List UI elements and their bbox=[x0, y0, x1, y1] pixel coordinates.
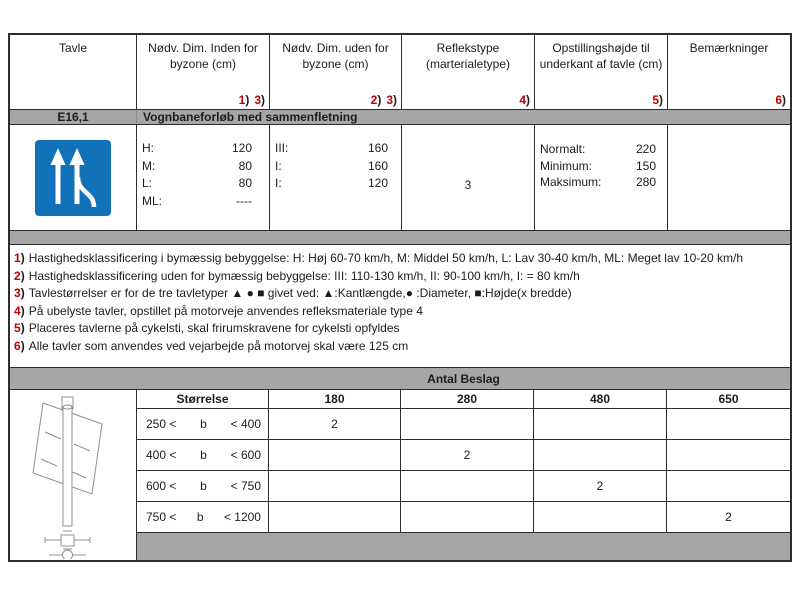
dim-row: L: 80 bbox=[142, 176, 252, 190]
bracket-count: 2 bbox=[725, 510, 732, 524]
bracket-table-section bbox=[10, 390, 790, 560]
height-row: Minimum: 150 bbox=[540, 158, 656, 173]
bracket-table-grid bbox=[137, 390, 790, 560]
size-range: 400 < b < 600 bbox=[137, 440, 269, 470]
bracket-count bbox=[401, 471, 534, 501]
bemaerkninger-cell bbox=[668, 125, 790, 230]
bracket-table-header-row bbox=[137, 390, 790, 409]
footnote-ref: 2) 3) bbox=[370, 93, 397, 107]
bracket-count bbox=[534, 502, 667, 532]
mounting-height-cell bbox=[535, 125, 668, 230]
separator-band bbox=[10, 230, 790, 245]
footnote: 3) Tavlestørrelser er for de tre tavletyper ▲ ● ■ givet ved: ▲:Kantlængde,● :Diameter, ■:Højde(x bredde) bbox=[14, 286, 572, 301]
header-cell-dim-uden bbox=[270, 35, 402, 109]
bracket-count bbox=[667, 440, 790, 470]
bracket-table-row bbox=[137, 409, 790, 440]
dim-row: I: 120 bbox=[275, 176, 388, 190]
footnote-ref: 4) bbox=[519, 93, 530, 107]
footnote: 5) Placeres tavlerne på cykelsti, skal frirumskravene for cykelsti opfyldes bbox=[14, 321, 400, 336]
sign-name: Vognbaneforløb med sammenfletning bbox=[143, 110, 358, 124]
header-cell-dim-inden bbox=[137, 35, 270, 109]
sign-data-row bbox=[10, 125, 790, 230]
footnote-ref: 5) bbox=[652, 93, 663, 107]
size-range: 250 < b < 400 bbox=[137, 409, 269, 439]
footnote-ref: 1) 3) bbox=[238, 93, 265, 107]
sign-code: E16,1 bbox=[10, 110, 137, 124]
bracket-count-header: 650 bbox=[718, 392, 739, 406]
column-label: Nødv. Dim. uden for byzone (cm) bbox=[282, 41, 389, 71]
bracket-count bbox=[269, 471, 401, 501]
bracket-count bbox=[667, 471, 790, 501]
bracket-count bbox=[269, 440, 401, 470]
road-sign-spec-document bbox=[8, 33, 792, 562]
lane-merge-road-sign-icon bbox=[35, 140, 111, 216]
bracket-count-header: 480 bbox=[534, 390, 667, 408]
footnote: 2) Hastighedsklassificering uden for bymæssig bebyggelse: III: 110-130 km/h, II: 90-100 km/h, I: = 80 km/h bbox=[14, 268, 580, 283]
bracket-table-row bbox=[137, 471, 790, 502]
footnote: 4) På ubelyste tavler, opstillet på motorveje anvendes refleksmateriale type 4 bbox=[14, 303, 423, 318]
size-range: 600 < b < 750 bbox=[137, 471, 269, 501]
column-label: Reflekstype (marterialetype) bbox=[425, 41, 511, 71]
bracket-count bbox=[269, 502, 401, 532]
dim-row: III: 160 bbox=[275, 141, 388, 155]
top-table-header-row bbox=[10, 35, 790, 110]
mounting-drawing-cell bbox=[10, 390, 137, 560]
column-label: Nødv. Dim. Inden for byzone (cm) bbox=[148, 41, 258, 71]
height-row: Maksimum: 280 bbox=[540, 175, 656, 189]
bracket-count bbox=[401, 502, 534, 532]
bracket-count bbox=[534, 409, 667, 439]
sign-row-title-band bbox=[10, 110, 790, 125]
bracket-table-row bbox=[137, 502, 790, 533]
dim-row: I: 160 bbox=[275, 158, 388, 173]
footnotes-section bbox=[10, 245, 790, 367]
reflekstype-cell: 3 bbox=[402, 125, 535, 230]
bracket-count: 2 bbox=[269, 409, 401, 439]
footnote: 6) Alle tavler som anvendes ved vejarbejde på motorvej skal være 125 cm bbox=[14, 338, 409, 353]
column-label: Bemærkninger bbox=[689, 41, 769, 55]
column-label: Tavle bbox=[58, 41, 87, 55]
bracket-count: 2 bbox=[534, 471, 667, 501]
bottom-gray-band bbox=[137, 533, 790, 560]
bracket-count bbox=[534, 440, 667, 470]
footnote-ref: 6) bbox=[775, 93, 786, 107]
sign-post-mounting-drawing bbox=[15, 391, 132, 559]
bracket-count bbox=[401, 409, 534, 439]
band-spacer bbox=[10, 368, 137, 389]
column-label: Opstillingshøjde til underkant af tavle (cm) bbox=[539, 41, 663, 71]
bracket-table-title: Antal Beslag bbox=[427, 371, 500, 386]
bracket-table-row bbox=[137, 440, 790, 471]
bracket-table-title-band bbox=[10, 367, 790, 390]
bracket-count: 2 bbox=[401, 440, 534, 470]
dim-row: ML: ---- bbox=[142, 193, 252, 208]
dim-row: H: 120 bbox=[142, 141, 252, 155]
height-row: Normalt: 220 bbox=[540, 142, 656, 156]
dims-inside-byzone-cell bbox=[137, 125, 270, 230]
size-header: Størrelse bbox=[137, 390, 269, 408]
dim-row: M: 80 bbox=[142, 158, 252, 173]
header-cell-reflekstype bbox=[402, 35, 535, 109]
size-range: 750 < b < 1200 bbox=[137, 502, 269, 532]
footnote: 1) Hastighedsklassificering i bymæssig bebyggelse: H: Høj 60-70 km/h, M: Middel 50 km/h, L: Lav 30-40 km/h, ML: Meget lav 10-20 km/h bbox=[14, 251, 743, 265]
sign-image-cell bbox=[10, 125, 137, 230]
header-cell-tavle bbox=[10, 35, 137, 109]
header-cell-bemaerkninger bbox=[668, 35, 790, 109]
header-cell-opstillingshojde bbox=[535, 35, 668, 109]
bracket-count bbox=[667, 409, 790, 439]
dims-outside-byzone-cell bbox=[270, 125, 402, 230]
bracket-count-header: 280 bbox=[401, 390, 534, 408]
bracket-count-header: 180 bbox=[269, 390, 401, 408]
